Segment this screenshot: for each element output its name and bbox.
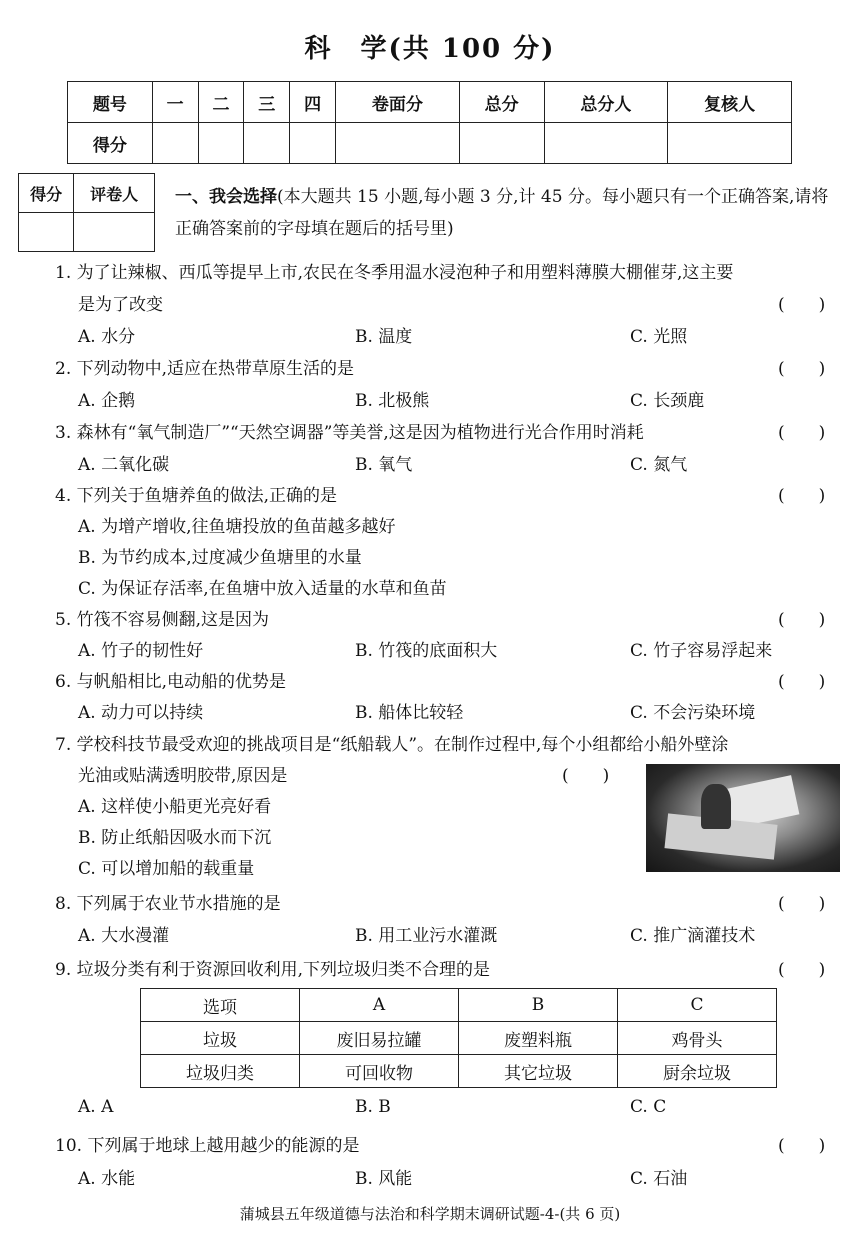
grader-score-cell[interactable] — [19, 213, 74, 252]
table-cell: 废塑料瓶 — [459, 1022, 618, 1055]
grader-name-cell[interactable] — [74, 213, 155, 252]
grader-box — [18, 173, 155, 252]
option: B. 防止纸船因吸水而下沉 — [78, 828, 272, 848]
table-cell: 选项 — [141, 989, 300, 1022]
option: A. 水能 — [78, 1169, 136, 1189]
option: C. 石油 — [630, 1169, 688, 1189]
section-heading — [175, 181, 845, 245]
question-6-text: 6. 与帆船相比,电动船的优势是 — [55, 672, 287, 692]
table-cell: 鸡骨头 — [618, 1022, 777, 1055]
page-title: 科 学(共 100 分) — [304, 34, 556, 64]
table-cell: 其它垃圾 — [459, 1055, 618, 1088]
score-cell[interactable] — [544, 123, 668, 164]
question-9-table — [140, 988, 777, 1088]
question-3-text: 3. 森林有“氧气制造厂”“天然空调器”等美誉,这是因为植物进行光合作用时消耗 — [55, 423, 644, 443]
answer-paren[interactable]: ( ) — [778, 486, 826, 506]
option: A. 大水漫灌 — [78, 926, 170, 946]
option: B. 温度 — [355, 327, 413, 347]
photo-person — [701, 784, 731, 829]
page-footer: 蒲城县五年级道德与法治和科学期末调研试题-4-(共 6 页) — [239, 1205, 621, 1223]
option: A. 竹子的韧性好 — [78, 641, 204, 661]
paper-boat-photo — [646, 764, 840, 872]
score-header: 总分 — [459, 82, 544, 123]
score-header: 总分人 — [544, 82, 668, 123]
option: C. 不会污染环境 — [630, 703, 756, 723]
option: C. 竹子容易浮起来 — [630, 641, 773, 661]
score-header: 一 — [152, 82, 198, 123]
answer-paren[interactable]: ( ) — [778, 295, 826, 315]
option: B. B — [355, 1097, 391, 1117]
table-cell: 废旧易拉罐 — [300, 1022, 459, 1055]
score-row-label: 得分 — [68, 123, 153, 164]
question-10-text: 10. 下列属于地球上越用越少的能源的是 — [55, 1136, 360, 1156]
option: C. 光照 — [630, 327, 688, 347]
option: A. 企鹅 — [78, 391, 136, 411]
score-cell[interactable] — [459, 123, 544, 164]
table-cell: B — [459, 989, 618, 1022]
option: C. 可以增加船的载重量 — [78, 859, 255, 879]
option: B. 竹筏的底面积大 — [355, 641, 498, 661]
option: B. 用工业污水灌溉 — [355, 926, 498, 946]
question-1-text: 1. 为了让辣椒、西瓜等提早上市,农民在冬季用温水浸泡种子和用塑料薄膜大棚催芽,这主要 — [55, 263, 734, 283]
section-title: 一、我会选择 — [175, 187, 277, 207]
option: A. 这样使小船更光亮好看 — [78, 797, 272, 817]
option: A. 水分 — [78, 327, 136, 347]
option: A. 动力可以持续 — [78, 703, 204, 723]
answer-paren[interactable]: ( ) — [778, 359, 826, 379]
score-cell[interactable] — [244, 123, 290, 164]
score-cell[interactable] — [336, 123, 460, 164]
question-5-text: 5. 竹筏不容易侧翻,这是因为 — [55, 610, 270, 630]
grader-name-label: 评卷人 — [74, 174, 155, 213]
answer-paren[interactable]: ( ) — [778, 610, 826, 630]
grader-score-label: 得分 — [19, 174, 74, 213]
option: C. 氮气 — [630, 455, 688, 475]
option: C. C — [630, 1097, 667, 1117]
option: B. 北极熊 — [355, 391, 430, 411]
score-header: 卷面分 — [336, 82, 460, 123]
option: C. 为保证存活率,在鱼塘中放入适量的水草和鱼苗 — [78, 579, 447, 599]
option: C. 推广滴灌技术 — [630, 926, 756, 946]
question-7-text-cont: 光油或贴满透明胶带,原因是 — [78, 766, 288, 786]
score-header: 二 — [198, 82, 244, 123]
answer-paren[interactable]: ( ) — [778, 672, 826, 692]
option: B. 船体比较轻 — [355, 703, 464, 723]
question-4-text: 4. 下列关于鱼塘养鱼的做法,正确的是 — [55, 486, 338, 506]
question-1-text-cont: 是为了改变 — [78, 295, 163, 315]
option: B. 风能 — [355, 1169, 413, 1189]
score-cell[interactable] — [152, 123, 198, 164]
table-cell: C — [618, 989, 777, 1022]
answer-paren[interactable]: ( ) — [778, 960, 826, 980]
section-instructions: (本大题共 15 小题,每小题 3 分,计 45 分。每小题只有一个正确答案,请将正确答案前的字母填在题后的括号里) — [175, 187, 829, 239]
score-header: 三 — [244, 82, 290, 123]
option: A. 为增产增收,往鱼塘投放的鱼苗越多越好 — [78, 517, 396, 537]
answer-paren[interactable]: ( ) — [778, 1136, 826, 1156]
question-2-text: 2. 下列动物中,适应在热带草原生活的是 — [55, 359, 355, 379]
score-cell[interactable] — [198, 123, 244, 164]
score-header: 四 — [290, 82, 336, 123]
question-9-text: 9. 垃圾分类有利于资源回收利用,下列垃圾归类不合理的是 — [55, 960, 491, 980]
option: A. 二氧化碳 — [78, 455, 170, 475]
table-cell: 可回收物 — [300, 1055, 459, 1088]
answer-paren[interactable]: ( ) — [562, 766, 610, 786]
question-7-text: 7. 学校科技节最受欢迎的挑战项目是“纸船载人”。在制作过程中,每个小组都给小船外壁涂 — [55, 735, 729, 755]
score-header: 复核人 — [668, 82, 792, 123]
score-header: 题号 — [68, 82, 153, 123]
table-cell: 垃圾归类 — [141, 1055, 300, 1088]
option: B. 为节约成本,过度减少鱼塘里的水量 — [78, 548, 362, 568]
score-cell[interactable] — [290, 123, 336, 164]
option: A. A — [78, 1097, 114, 1117]
table-cell: 厨余垃圾 — [618, 1055, 777, 1088]
question-8-text: 8. 下列属于农业节水措施的是 — [55, 894, 281, 914]
score-cell[interactable] — [668, 123, 792, 164]
answer-paren[interactable]: ( ) — [778, 423, 826, 443]
table-cell: 垃圾 — [141, 1022, 300, 1055]
answer-paren[interactable]: ( ) — [778, 894, 826, 914]
score-table — [67, 81, 792, 164]
option: C. 长颈鹿 — [630, 391, 705, 411]
option: B. 氧气 — [355, 455, 413, 475]
table-cell: A — [300, 989, 459, 1022]
